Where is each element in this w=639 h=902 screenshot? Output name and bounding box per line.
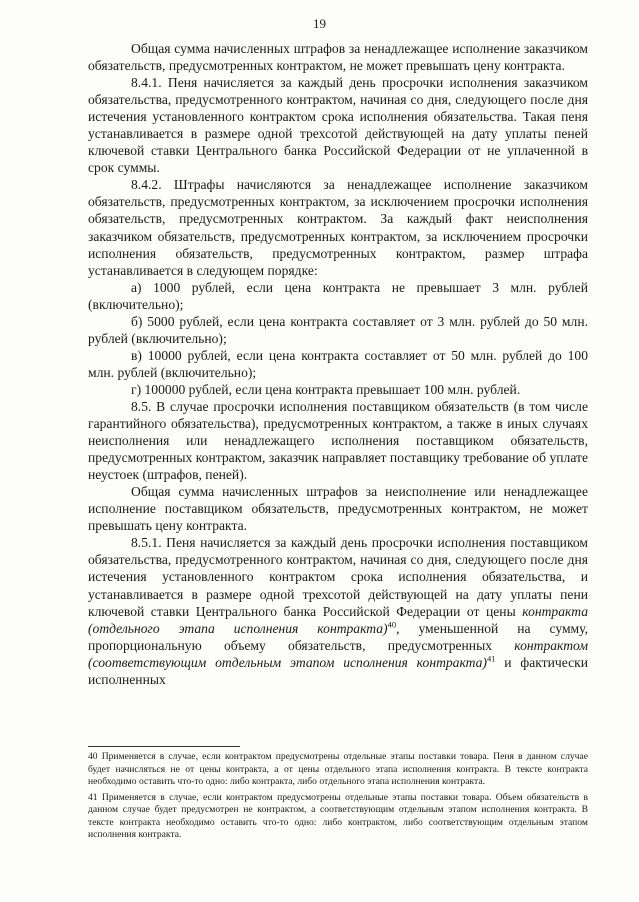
paragraph-8-5-1-text-end: и фактически исполненных (88, 654, 588, 687)
footnotes (88, 751, 588, 845)
page-number: 19 (313, 16, 326, 31)
footnote-ref-40[interactable]: 40 (387, 619, 397, 630)
italic-contract-stage-2: контрактом (соответствующим отдельным этапом исполнения контракта) (88, 637, 588, 670)
paragraph-8-4-2: 8.4.2. Штрафы начисляются за ненадлежащее исполнение заказчиком обязательств, предусмотренных контрактом, за исключением просрочки исполнения обязательств, предусмотренных контрактом. За каждый факт неисполнения заказчиком обязательств, предусмотренных контрактом, за исключением просрочки исполнения обязательств, предусмотренных контрактом, размер штрафа устанавливается в следующем порядке: (88, 177, 588, 278)
document-body (88, 40, 588, 688)
footnote-40: 40 Применяется в случае, если контрактом предусмотрены отдельные этапы поставки товара. Пеня в данном случае будет начисляться не от цены контракта, а от цены отдельного этапа исполнения контракта. В тексте контракта необходимо оставить что-то одно: либо контракта, либо отдельного этапа исполнения контракта. (88, 751, 588, 787)
list-item-a: а) 1000 рублей, если цена контракта не превышает 3 млн. рублей (включительно); (88, 279, 588, 312)
footnote-divider (88, 746, 240, 747)
list-item-g: г) 100000 рублей, если цена контракта превышает 100 млн. рублей. (131, 381, 521, 397)
paragraph-8-4-1: 8.4.1. Пеня начисляется за каждый день просрочки исполнения заказчиком обязательства, предусмотренного контрактом, начиная со дня, следующего после дня истечения установленного контрактом срока исполнения обязательства. Такая пеня устанавливается в размере одной трехсотой действующей на дату уплаты пеней ключевой ставки Центрального банка Российской Федерации от не уплаченной в срок суммы. (88, 75, 588, 176)
footnote-41: 41 Применяется в случае, если контрактом предусмотрены отдельные этапы поставки товара. Объем обязательств в данном случае будет предусмотрен не контрактом, а соответствующим отдельным этапом исполнения контракта. В тексте контракта необходимо оставить что-то одно: либо контрактом, либо соответствующим отдельным этапом исполнения контракта. (88, 791, 588, 840)
paragraph-8-5-1-text: 8.5.1. Пеня начисляется за каждый день просрочки исполнения поставщиком обязательства, предусмотренного контрактом, начиная со дня, следующего после дня истечения установленного контрактом срока исполнения обязательства, и устанавливается в размере одной трехсотой действующей на дату уплаты пени ключевой ставки Центрального банка Российской Федерации от цены (88, 535, 588, 619)
paragraph-8-5: 8.5. В случае просрочки исполнения поставщиком обязательств (в том числе гарантийного обязательства), предусмотренных контрактом, а также в иных случаях неисполнения или ненадлежащего исполнения поставщиком обязательств, предусмотренных контрактом, заказчик направляет поставщику требование об уплате неустоек (штрафов, пеней). (88, 398, 588, 483)
italic-contract-stage: контракта (отдельного этапа исполнения контракта) (88, 603, 588, 636)
paragraph-8-5-1 (88, 534, 588, 687)
paragraph-penalty-total-supplier: Общая сумма начисленных штрафов за неисполнение или ненадлежащее исполнение поставщиком обязательств, предусмотренных контрактом, не может превышать цену контракта. (88, 484, 588, 534)
paragraph-penalty-total-customer: Общая сумма начисленных штрафов за ненадлежащее исполнение заказчиком обязательств, предусмотренных контрактом, не может превышать цену контракта. (88, 41, 588, 74)
list-item-v: в) 10000 рублей, если цена контракта составляет от 50 млн. рублей до 100 млн. рублей (включительно); (88, 347, 588, 380)
list-item-b: б) 5000 рублей, если цена контракта составляет от 3 млн. рублей до 50 млн. рублей (включительно); (88, 313, 588, 346)
footnote-ref-41[interactable]: 41 (486, 653, 496, 664)
paragraph-8-5-1-text-cont: , уменьшенной на сумму, пропорциональную объему обязательств, предусмотренных (88, 620, 588, 653)
